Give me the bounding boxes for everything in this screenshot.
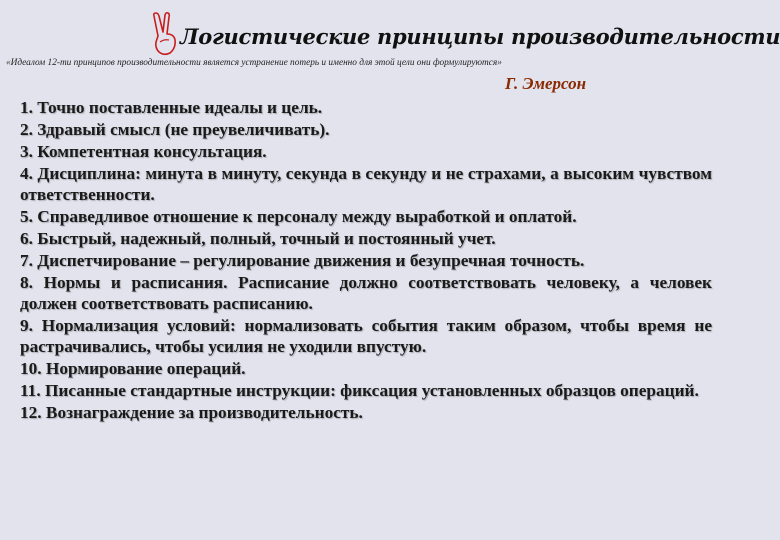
victory-hand-icon — [150, 12, 180, 56]
list-item: 1. Точно поставленные идеалы и цель. — [20, 98, 323, 117]
list-item: 12. Вознаграждение за производительность. — [20, 403, 363, 422]
page-title: Логистические принципы производительности — [180, 24, 780, 49]
list-item: 11. Писанные стандартные инструкции: фиксация установленных образцов операций. — [20, 381, 699, 400]
list-item: 10. Нормирование операций. — [20, 359, 246, 378]
epigraph-quote: «Идеалом 12-ти принципов производительности является устранение потерь и именно для этой цели они формулируются» — [6, 58, 502, 68]
quote-author: Г. Эмерсон — [505, 74, 587, 93]
list-item: 5. Справедливое отношение к персоналу между выработкой и оплатой. — [20, 207, 577, 226]
list-item: 7. Диспетчирование – регулирование движения и безупречная точность. — [20, 251, 585, 270]
list-item: 3. Компетентная консультация. — [20, 142, 267, 161]
title-row — [150, 12, 780, 56]
list-item: 8. Нормы и расписания. Расписание должно соответствовать человеку, а человек должен соответствовать расписанию. — [20, 273, 712, 313]
list-item: 9. Нормализация условий: нормализовать события таким образом, чтобы время не растрачивались, чтобы усилия не уходили впустую. — [20, 316, 712, 356]
principles-list — [20, 97, 712, 424]
list-item: 6. Быстрый, надежный, полный, точный и постоянный учет. — [20, 229, 496, 248]
list-item: 4. Дисциплина: минута в минуту, секунда в секунду и не страхами, а высоким чувством ответственности. — [20, 164, 712, 204]
list-item: 2. Здравый смысл (не преувеличивать). — [20, 120, 330, 139]
